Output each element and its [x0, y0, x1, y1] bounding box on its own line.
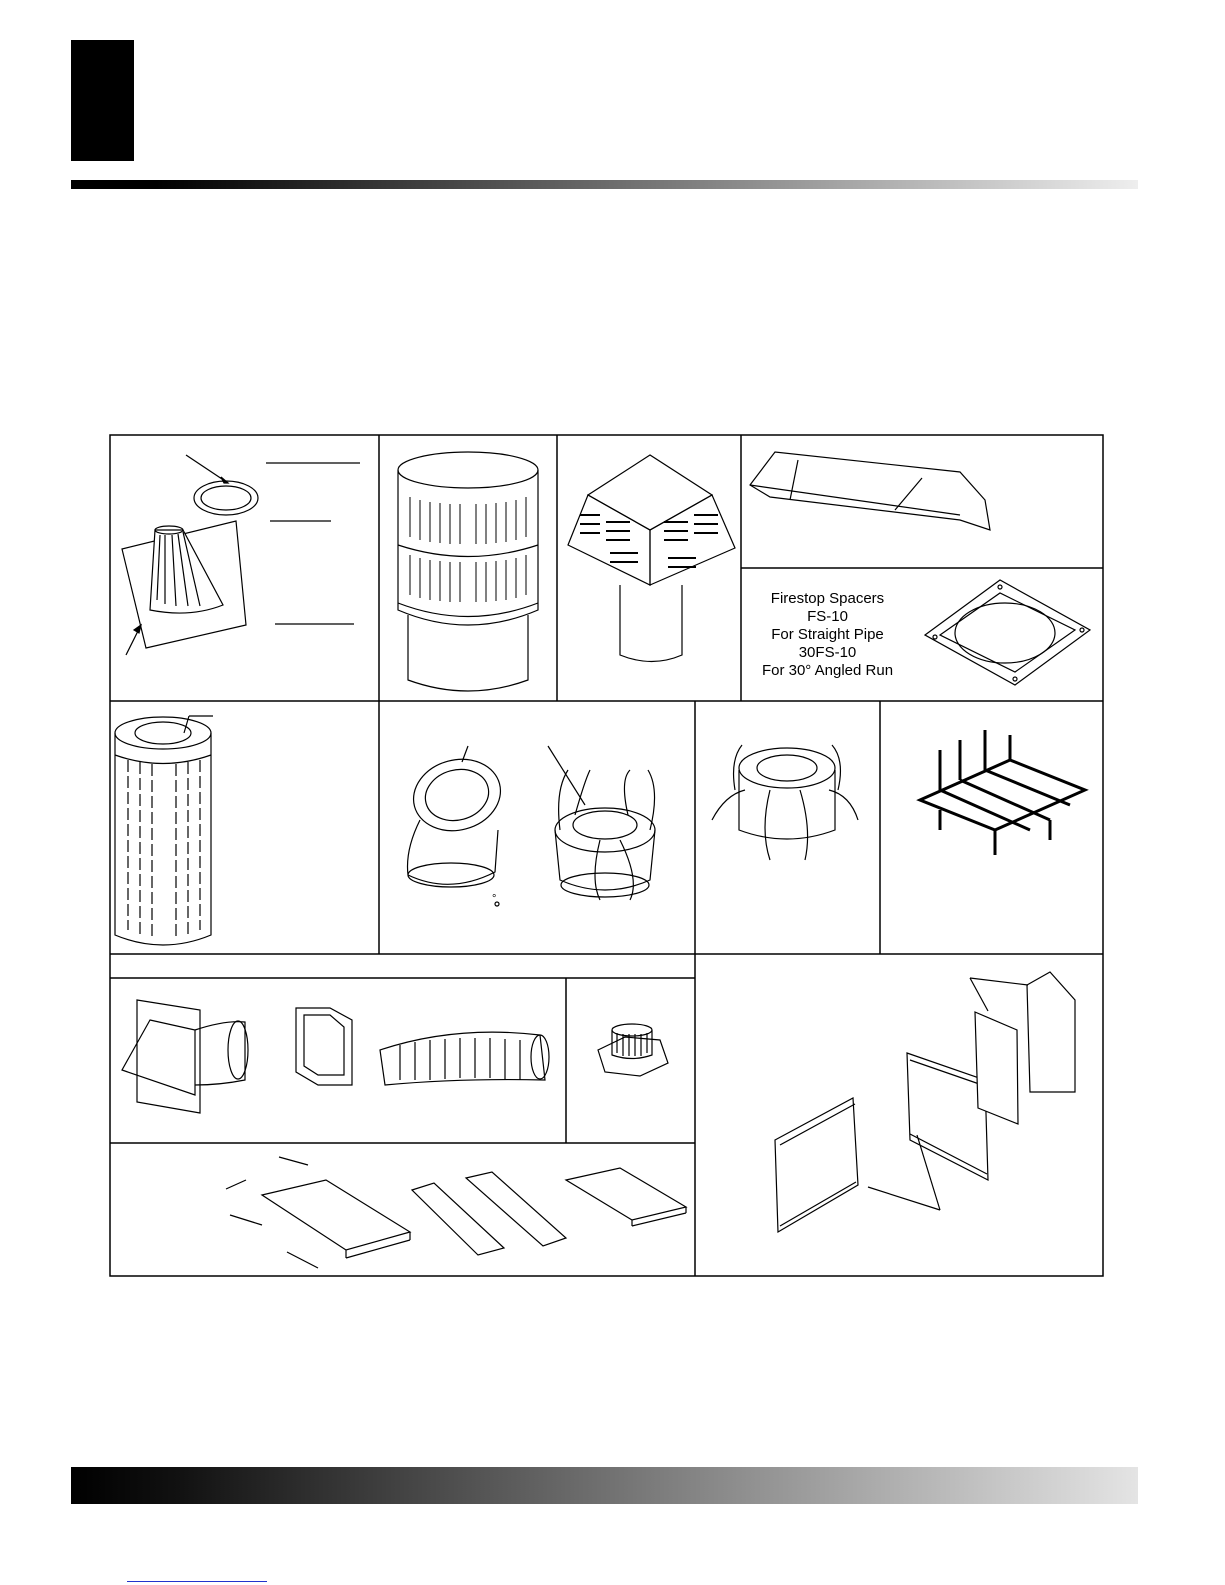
firestop-model-straight: FS-10 [807, 608, 848, 625]
footer-gradient-bar [71, 1467, 1138, 1504]
starter-collar-drawing [598, 1024, 668, 1076]
footer-link-underline[interactable] [127, 1581, 267, 1582]
firestop-desc-angled: For 30° Angled Run [761, 662, 894, 679]
glass-door-panels-drawing [775, 972, 1075, 1232]
firestop-desc-straight: For Straight Pipe [771, 626, 884, 643]
firestop-model-angled: 30FS-10 [798, 644, 857, 661]
round-termination-cap-drawing [398, 452, 538, 691]
log-grate-drawing [920, 730, 1085, 855]
square-termination-cap-drawing [568, 455, 735, 662]
firestop-spacers-caption [750, 590, 905, 680]
horizontal-vent-kit-drawing [122, 1000, 549, 1113]
firestop-spacer-drawing [925, 580, 1090, 685]
vent-hood-drawing [750, 452, 990, 530]
roof-flashing-drawing [122, 455, 360, 655]
straight-vent-pipe-drawing [115, 716, 213, 945]
trim-panels-drawing [226, 1157, 686, 1268]
elbow-degree-mark: ° [492, 893, 497, 905]
adapter-drawing [712, 745, 858, 860]
elbow-drawing [405, 746, 655, 906]
firestop-spacers-title: Firestop Spacers [770, 590, 885, 607]
